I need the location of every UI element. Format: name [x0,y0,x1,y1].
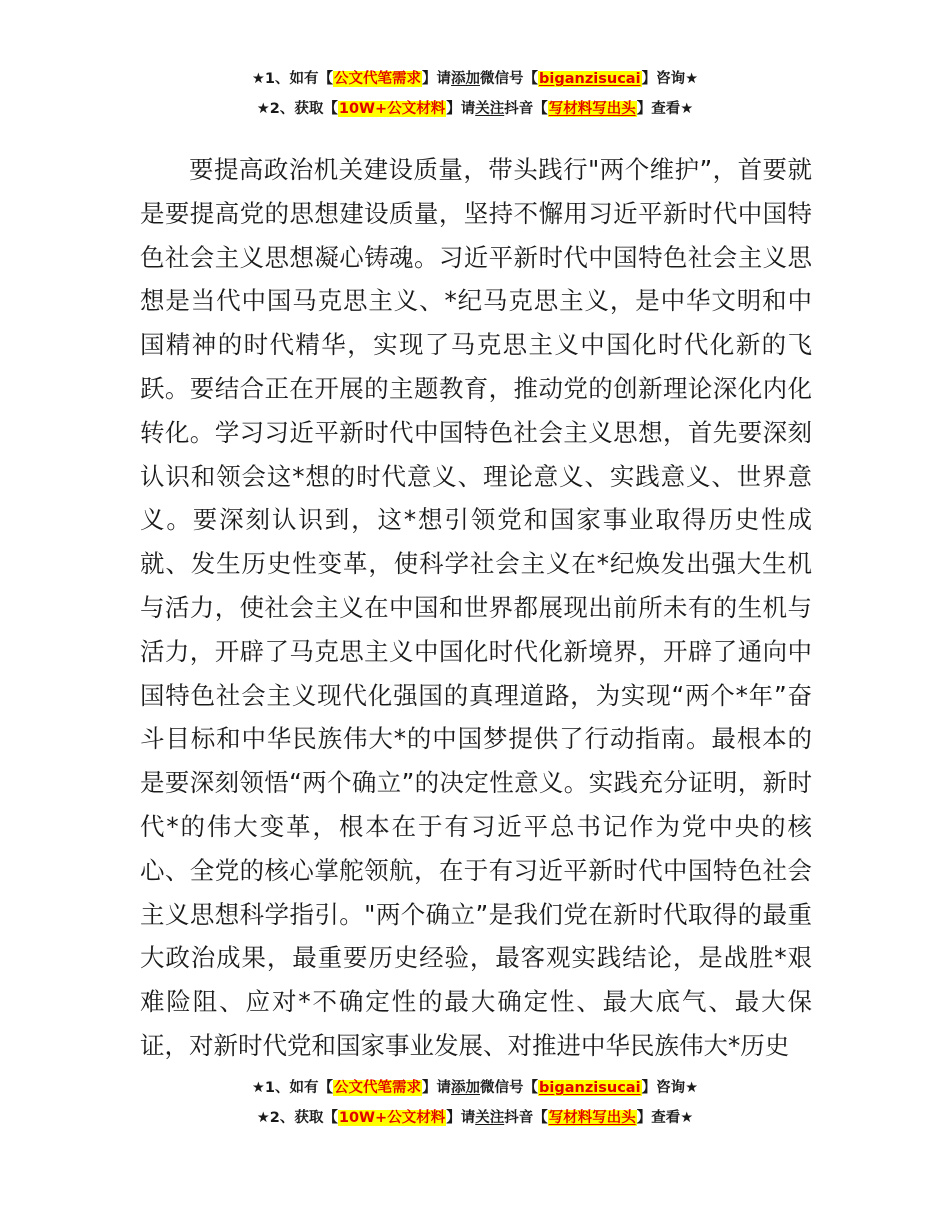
banner-text: ★2、获取【 [256,1110,338,1126]
banner-line-1 [0,1073,950,1103]
banner-text: 】咨询★ [641,71,699,87]
highlight-ghostwriting: 公文代笔需求 [334,1080,422,1096]
banner-text: 微信号【 [480,71,539,87]
footer-banner [0,1073,950,1133]
banner-text: 】咨询★ [641,1080,699,1096]
banner-text: 】请 [446,1110,476,1126]
body-paragraph: 要提高政治机关建设质量，带头践行"两个维护”，首要就是要提高党的思想建设质量，坚持不懈用习近平新时代中国特色社会主义思想凝心铸魂。习近平新时代中国特色社会主义思想是当代中国马克思主义、*纪马克思主义，是中华文明和中国精神的时代精华，实现了马克思主义中国化时代化新的飞跃。要结合正在开展的主题教育，推动党的创新理论深化内化转化。学习习近平新时代中国特色社会主义思想，首先要深刻认识和领会这*想的时代意义、理论意义、实践意义、世界意义。要深刻认识到，这*想引领党和国家事业取得历史性成就、发生历史性变革，使科学社会主义在*纪焕发出强大生机与活力，使社会主义在中国和世界都展现出前所未有的生机与活力，开辟了马克思主义中国化时代化新境界，开辟了通向中国特色社会主义现代化强国的真理道路，为实现“两个*年”奋斗目标和中华民族伟大*的中国梦提供了行动指南。最根本的是要深刻领悟“两个确立”的决定性意义。实践充分证明，新时代*的伟大变革，根本在于有习近平总书记作为党中央的核心、全党的核心掌舵领航，在于有习近平新时代中国特色社会主义思想科学指引。"两个确立”是我们党在新时代取得的最重大政治成果，最重要历史经验，最客观实践结论，是战胜*艰难险阻、应对*不确定性的最大确定性、最大底气、最大保证，对新时代党和国家事业发展、对推进中华民族伟大*历史 [140,155,812,1060]
banner-line-2 [0,1103,950,1133]
banner-text: 】请 [422,71,452,87]
underlined-add: 添加 [451,1080,481,1096]
douyin-account[interactable]: 写材料写出头 [548,101,636,117]
wechat-id[interactable]: biganzisucai [539,71,641,87]
douyin-account[interactable]: 写材料写出头 [548,1110,636,1126]
banner-text: ★1、如有【 [251,1080,334,1096]
banner-line-1 [0,64,950,94]
highlight-materials: 10W+公文材料 [338,1110,446,1126]
banner-text: 微信号【 [480,1080,539,1096]
underlined-follow: 关注 [475,1110,505,1126]
banner-text: 】查看★ [636,101,694,117]
banner-text: 抖音【 [504,1110,548,1126]
banner-text: 】请 [422,1080,452,1096]
highlight-ghostwriting: 公文代笔需求 [334,71,422,87]
underlined-add: 添加 [451,71,481,87]
banner-text: 】请 [446,101,476,117]
banner-text: 抖音【 [504,101,548,117]
underlined-follow: 关注 [475,101,505,117]
banner-text: ★1、如有【 [251,71,334,87]
banner-text: ★2、获取【 [256,101,338,117]
header-banner [0,64,950,124]
wechat-id[interactable]: biganzisucai [539,1080,641,1096]
banner-line-2 [0,94,950,124]
highlight-materials: 10W+公文材料 [338,101,446,117]
banner-text: 】查看★ [636,1110,694,1126]
